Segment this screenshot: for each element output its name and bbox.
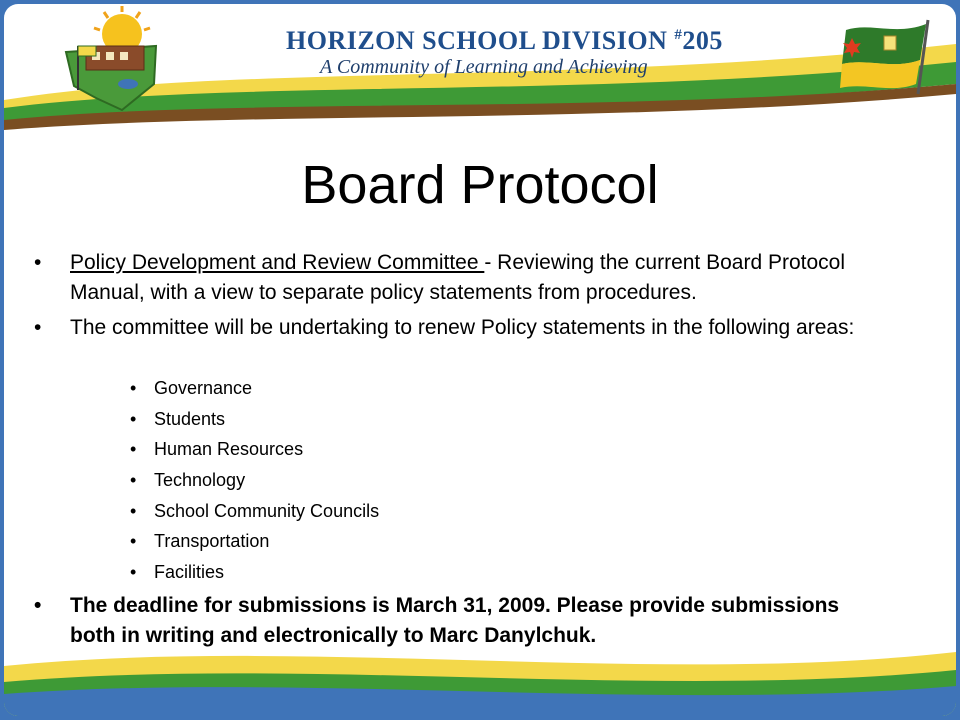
area-label: Students bbox=[154, 409, 226, 429]
tagline: A Community of Learning and Achieving bbox=[320, 56, 648, 78]
division-name-text: HORIZON SCHOOL DIVISION bbox=[286, 26, 668, 55]
sub-bullet-marker: • bbox=[130, 378, 137, 398]
sub-bullet-marker: • bbox=[130, 439, 137, 459]
area-item bbox=[130, 501, 380, 522]
bullet-text: The committee will be undertaking to renew Policy statements in the following areas: bbox=[70, 316, 855, 339]
slide bbox=[4, 4, 956, 716]
bullet-marker: • bbox=[34, 316, 42, 339]
area-label: Technology bbox=[154, 470, 246, 490]
division-number: 205 bbox=[682, 26, 723, 55]
area-item bbox=[130, 439, 304, 460]
bullet-renew-policy bbox=[34, 313, 890, 343]
area-item bbox=[130, 531, 270, 552]
committee-link[interactable]: Policy Development and Review Committee bbox=[70, 251, 485, 274]
area-item bbox=[130, 562, 225, 583]
bullet-marker: • bbox=[34, 594, 42, 617]
bullet-text: - Reviewing the current Board Protocol Manual, with a view to separate policy statements from procedures. bbox=[70, 251, 846, 304]
school-logo-icon bbox=[52, 6, 172, 116]
slide-title: Board Protocol bbox=[301, 155, 659, 215]
area-item bbox=[130, 470, 246, 491]
area-item bbox=[130, 409, 226, 430]
division-number-mark: # bbox=[674, 27, 683, 43]
area-item bbox=[130, 378, 253, 399]
sub-bullet-marker: • bbox=[130, 470, 137, 490]
bullet-policy-committee bbox=[34, 248, 890, 308]
sub-bullet-marker: • bbox=[130, 562, 137, 582]
area-label: School Community Councils bbox=[154, 501, 380, 521]
bullet-marker: • bbox=[34, 251, 42, 274]
deadline-text: The deadline for submissions is March 31, 2009. Please provide submissions both in writing and electronically to Marc Danylchuk. bbox=[70, 594, 840, 647]
area-label: Human Resources bbox=[154, 439, 304, 459]
sub-bullet-marker: • bbox=[130, 501, 137, 521]
sub-bullet-marker: • bbox=[130, 409, 137, 429]
sub-bullet-marker: • bbox=[130, 531, 137, 551]
area-label: Transportation bbox=[154, 531, 270, 551]
area-label: Governance bbox=[154, 378, 253, 398]
footer-swoosh bbox=[4, 626, 956, 716]
division-name bbox=[286, 26, 723, 56]
area-label: Facilities bbox=[154, 562, 225, 582]
saskatchewan-flag-icon bbox=[840, 16, 940, 96]
